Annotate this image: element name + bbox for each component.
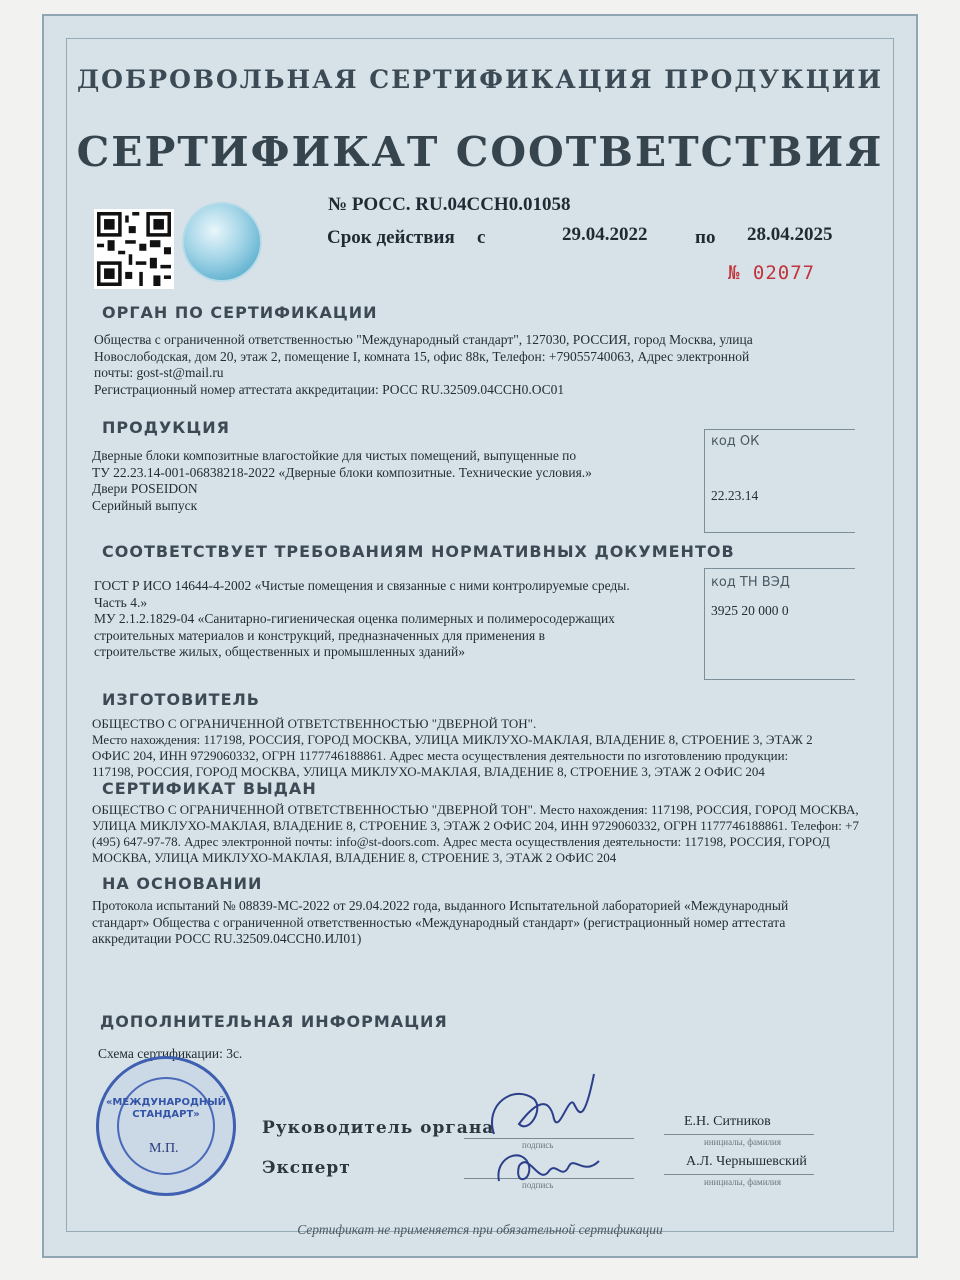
tnved-code-value: 3925 20 000 0 xyxy=(711,603,789,618)
globe-emblem-icon xyxy=(182,202,262,282)
manufacturer-line: ОБЩЕСТВО С ОГРАНИЧЕННОЙ ОТВЕТСТВЕННОСТЬЮ "ДВЕРНОЙ ТОН". xyxy=(92,716,537,731)
organ-line: почты: gost-st@mail.ru xyxy=(94,365,224,380)
product-section-body xyxy=(92,448,702,514)
qr-code-graphic xyxy=(97,212,171,286)
organ-stamp xyxy=(96,1056,236,1196)
date-from: 29.04.2022 xyxy=(562,224,648,245)
manufacturer-section-body xyxy=(92,716,912,780)
certification-scheme: Схема сертификации: 3с. xyxy=(98,1046,243,1061)
head-of-organ-label: Руководитель органа xyxy=(262,1118,495,1138)
validity-to-label: по xyxy=(695,227,716,248)
requirements-section-title: СООТВЕТСТВУЕТ ТРЕБОВАНИЯМ НОРМАТИВНЫХ ДОКУМЕНТОВ xyxy=(102,542,735,561)
requirement-line: Часть 4.» xyxy=(94,594,148,610)
requirements-section-body xyxy=(94,578,704,661)
expert-signature-icon xyxy=(484,1136,624,1196)
certificate-title: СЕРТИФИКАТ СООТВЕТСТВИЯ xyxy=(76,128,884,176)
organ-section-body xyxy=(94,332,884,398)
expert-signature-caption: подпись xyxy=(522,1180,554,1190)
requirement-line: строительстве жилых, общественных и промышленных зданий» xyxy=(94,644,465,659)
voluntary-certification-heading: ДОБРОВОЛЬНАЯ СЕРТИФИКАЦИЯ ПРОДУКЦИИ xyxy=(76,65,884,94)
product-section-title: ПРОДУКЦИЯ xyxy=(102,418,230,437)
certificate-number: № РОСС. RU.04ССН0.01058 xyxy=(328,194,571,215)
issued-line: ОБЩЕСТВО С ОГРАНИЧЕННОЙ ОТВЕТСТВЕННОСТЬЮ "ДВЕРНОЙ ТОН". Место нахождения: 117198, РОССИЯ, ГОРОД МОСКВА, xyxy=(92,802,859,817)
okpd-code-title: код ОК xyxy=(711,434,760,449)
basis-line: Протокола испытаний № 08839-МС-2022 от 29.04.2022 года, выданного Испытательной лабораторией «Международный xyxy=(92,898,789,913)
stamp-inner-ring xyxy=(117,1077,215,1175)
seal-place-mark: М.П. xyxy=(149,1141,179,1156)
tnved-code-box xyxy=(704,568,855,680)
product-line: Двери POSEIDON xyxy=(92,481,198,496)
organ-section-title: ОРГАН ПО СЕРТИФИКАЦИИ xyxy=(102,303,378,322)
head-signature-caption: подпись xyxy=(522,1140,554,1150)
serial-number: № 02077 xyxy=(728,262,816,284)
head-name-line xyxy=(664,1134,814,1135)
stamp-text xyxy=(103,1097,229,1121)
expert-name-line xyxy=(664,1174,814,1175)
basis-line: аккредитации РОСС RU.32509.04ССН0.ИЛ01) xyxy=(92,931,362,946)
issued-line: МОСКВА, УЛИЦА МИКЛУХО-МАКЛАЯ, ВЛАДЕНИЕ 8, СТРОЕНИЕ 3, ЭТАЖ 2 ОФИС 204 xyxy=(92,850,617,865)
basis-line: стандарт» Общества с ограниченной ответственностью «Международный стандарт» (регистрационный номер аттестата xyxy=(92,914,786,930)
organ-line: Регистрационный номер аттестата аккредитации: РОСС RU.32509.04ССН0.ОС01 xyxy=(94,381,565,397)
requirement-line: строительных материалов и конструкций, предназначенных для применения в xyxy=(94,627,545,643)
basis-section-title: НА ОСНОВАНИИ xyxy=(102,874,263,893)
head-name-caption: инициалы, фамилия xyxy=(704,1137,781,1147)
organ-line: Общества с ограниченной ответственностью "Международный стандарт", 127030, РОССИЯ, город Москва, улица xyxy=(94,332,753,347)
expert-label: Эксперт xyxy=(262,1158,351,1178)
product-line: Серийный выпуск xyxy=(92,497,198,513)
additional-section-title: ДОПОЛНИТЕЛЬНАЯ ИНФОРМАЦИЯ xyxy=(100,1012,448,1031)
requirement-line: ГОСТ Р ИСО 14644-4-2002 «Чистые помещения и связанные с ними контролируемые среды. xyxy=(94,578,630,593)
validity-label: Срок действия xyxy=(327,227,455,248)
issued-line: УЛИЦА МИКЛУХО-МАКЛАЯ, ВЛАДЕНИЕ 8, СТРОЕНИЕ 3, ЭТАЖ 2 ОФИС 204, ИНН 9729060332, ОГРН 1177746188861. Телефон: +7 xyxy=(92,818,859,833)
stamp-text-line: СТАНДАРТ» xyxy=(132,1109,200,1120)
requirement-line: МУ 2.1.2.1829-04 «Санитарно-гигиеническая оценка полимерных и полимеросодержащих xyxy=(94,611,615,626)
manufacturer-line: Место нахождения: 117198, РОССИЯ, ГОРОД МОСКВА, УЛИЦА МИКЛУХО-МАКЛАЯ, ВЛАДЕНИЕ 8, СТРОЕНИЕ 3, ЭТАЖ 2 xyxy=(92,732,813,747)
issued-line: (495) 647-97-78. Адрес электронной почты: info@st-doors.com. Адрес места осуществления деятельности: 117198, РОССИЯ, ГОРОД xyxy=(92,834,830,849)
manufacturer-line: ОФИС 204, ИНН 9729060332, ОГРН 1177746188861. Адрес места осуществления деятельности по изготовлению продукции: xyxy=(92,748,789,763)
issued-section-title: СЕРТИФИКАТ ВЫДАН xyxy=(102,779,317,798)
certificate-sheet xyxy=(42,14,918,1258)
product-line: Дверные блоки композитные влагостойкие для чистых помещений, выпущенные по xyxy=(92,448,577,463)
okpd-code-value: 22.23.14 xyxy=(711,488,759,503)
validity-from-label: с xyxy=(477,227,486,248)
organ-line: Новослободская, дом 20, этаж 2, помещение I, комната 15, офис 88к, Телефон: +79055740063, Адрес электронной xyxy=(94,348,750,364)
manufacturer-line: 117198, РОССИЯ, ГОРОД МОСКВА, УЛИЦА МИКЛУХО-МАКЛАЯ, ВЛАДЕНИЕ 8, СТРОЕНИЕ 3, ЭТАЖ 2 ОФИС 204 xyxy=(92,764,765,779)
qr-code xyxy=(94,209,174,289)
footer-note: Сертификат не применяется при обязательной сертификации xyxy=(297,1222,663,1237)
head-name: Е.Н. Ситников xyxy=(684,1114,771,1129)
basis-section-body xyxy=(92,898,912,948)
date-to: 28.04.2025 xyxy=(747,224,833,245)
okpd-code-box xyxy=(704,429,855,533)
expert-name-caption: инициалы, фамилия xyxy=(704,1177,781,1187)
tnved-code-title: код ТН ВЭД xyxy=(711,575,790,590)
expert-name: А.Л. Чернышевский xyxy=(686,1154,807,1169)
product-line: ТУ 22.23.14-001-06838218-2022 «Дверные блоки композитные. Технические условия.» xyxy=(92,464,592,480)
manufacturer-section-title: ИЗГОТОВИТЕЛЬ xyxy=(102,690,260,709)
issued-section-body xyxy=(92,802,912,866)
stamp-text-line: «МЕЖДУНАРОДНЫЙ xyxy=(105,1097,227,1108)
